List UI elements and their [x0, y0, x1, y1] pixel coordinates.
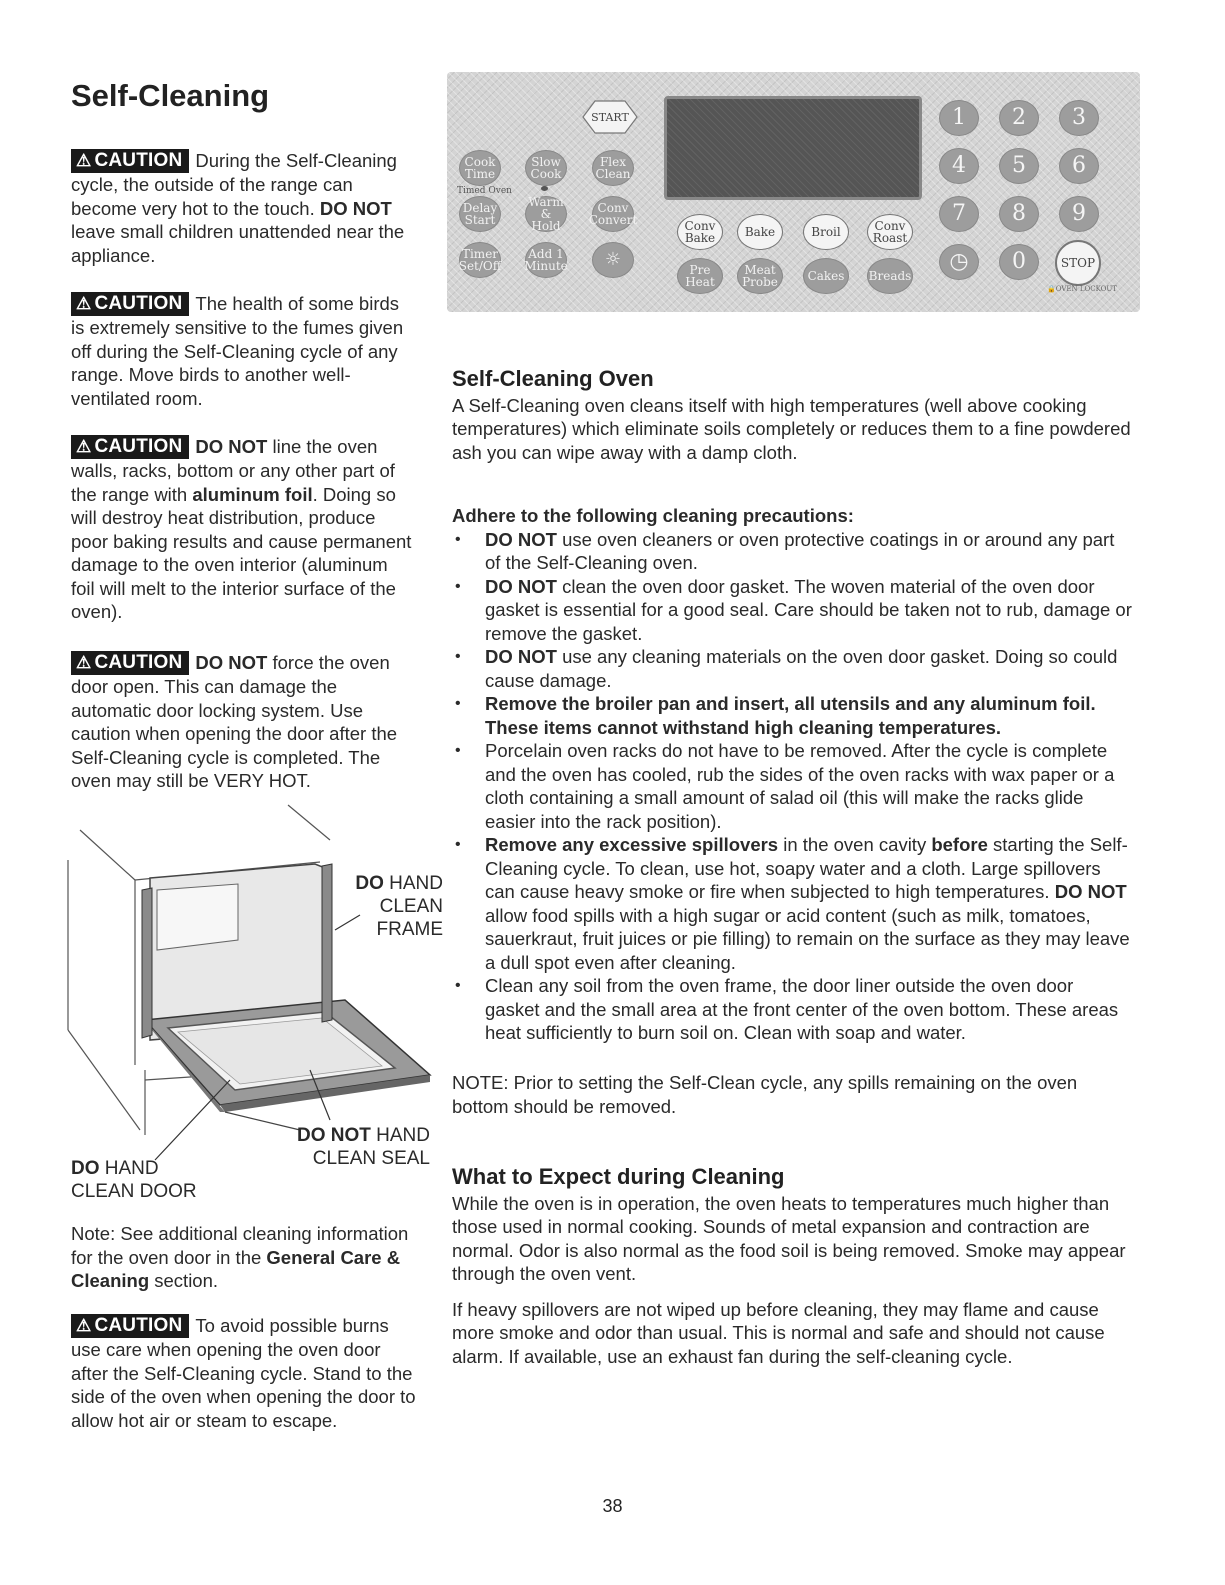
light-button — [592, 242, 634, 278]
stop-button: STOP — [1055, 240, 1101, 286]
broil-button: Broil — [803, 214, 849, 250]
caution-burns: ⚠ CAUTION To avoid possible burns use care when opening the oven door after the Self-Cleaning cycle. Stand to the side of the oven when opening the door to allow hot air or steam to escape. — [71, 1315, 416, 1431]
breads-button: Breads — [867, 258, 913, 294]
section-body: While the oven is in operation, the oven heats to temperatures much higher than those used in normal cooking. Sounds of metal expansion and contraction are normal. Odor is also normal as the food soil is being removed. Smoke may appear through the oven vent. — [452, 1192, 1126, 1284]
numpad-4: 4 — [939, 148, 979, 184]
add-minute-button: Add 1 Minute — [525, 242, 567, 278]
caution-badge: ⚠ CAUTION — [71, 292, 189, 316]
caution-badge: ⚠ CAUTION — [71, 1314, 189, 1338]
delay-start-button: Delay Start — [459, 196, 501, 232]
oven-door-diagram — [60, 800, 440, 1170]
numpad-0: 0 — [999, 244, 1039, 280]
cakes-button: Cakes — [803, 258, 849, 294]
caution-door: ⚠ CAUTION DO NOT force the oven door open. This can damage the automatic door locking system. Use caution when opening the door after the Self-Cleaning cycle is completed. The oven may still be VERY HOT. — [71, 652, 398, 791]
numpad-2: 2 — [999, 100, 1039, 136]
numpad-6: 6 — [1059, 148, 1099, 184]
label-door: DO HAND CLEAN DOOR — [71, 1158, 197, 1202]
warning-icon: ⚠ — [76, 1316, 92, 1335]
timer-button: Timer Set/Off — [459, 242, 501, 278]
numpad-5: 5 — [999, 148, 1039, 184]
section-self-cleaning-oven — [452, 367, 1132, 464]
list-item: • Remove the broiler pan and insert, all utensils and any aluminum foil. These items cannot withstand high cleaning temperatures. — [452, 692, 1132, 739]
lock-icon: 🔒 — [1047, 285, 1056, 293]
preheat-button: Pre Heat — [677, 258, 723, 294]
note-spills: NOTE: Prior to setting the Self-Clean cycle, any spills remaining on the oven bottom should be removed. — [452, 1072, 1078, 1117]
numpad-7: 7 — [939, 196, 979, 232]
warning-icon: ⚠ — [76, 653, 92, 672]
cook-time-button: Cook Time — [459, 150, 501, 186]
caution-badge: ⚠ CAUTION — [71, 435, 189, 459]
conv-bake-button: Conv Bake — [677, 214, 723, 250]
caution-badge: ⚠ CAUTION — [71, 149, 189, 173]
label-frame: DO HAND CLEAN FRAME — [355, 873, 443, 940]
control-panel-illustration — [447, 72, 1140, 312]
precautions-heading: Adhere to the following cleaning precautions: — [452, 505, 854, 526]
warning-icon: ⚠ — [76, 294, 92, 313]
list-item: • Clean any soil from the oven frame, the door liner outside the oven door gasket and the small area at the front center of the oven bottom. These areas heat sufficiently to burn soil on. Clean with soap and water. — [452, 974, 1132, 1045]
flex-clean-button: Flex Clean — [592, 150, 634, 186]
light-bulb-icon: ☼ — [604, 249, 622, 270]
warning-icon: ⚠ — [76, 437, 92, 456]
page-number: 38 — [602, 1496, 623, 1516]
clock-icon: ◷ — [949, 249, 969, 274]
warm-hold-button: Warm & Hold — [525, 196, 567, 232]
numpad-3: 3 — [1059, 100, 1099, 136]
bake-button: Bake — [737, 214, 783, 250]
list-item: • Porcelain oven racks do not have to be removed. After the cycle is complete and the oven has cooled, rub the sides of the oven racks with wax paper or a cloth containing a small amount of salad oil (this will make the racks glide easier into the rack position). — [452, 739, 1132, 833]
list-item: • DO NOT clean the oven door gasket. The woven material of the oven door gasket is essential for a good seal. Care should be taken not to rub, damage or remove the gasket. — [452, 575, 1132, 646]
indicator-dot — [541, 186, 548, 191]
caution-badge: ⚠ CAUTION — [71, 651, 189, 675]
caution-foil: ⚠ CAUTION DO NOT line the oven walls, racks, bottom or any other part of the range with aluminum foil. Doing so will destroy heat distribution, produce poor baking results and cause permanent damage to the oven interior (aluminum foil will melt to the interior surface of the oven). — [71, 436, 412, 622]
conv-convert-button: Conv Convert — [592, 196, 634, 232]
section-title: What to Expect during Cleaning — [452, 1164, 785, 1189]
list-item: • Remove any excessive spillovers in the oven cavity before starting the Self-Cleaning cycle. To clean, use hot, soapy water and a cloth. Large spillovers can cause heavy smoke or fire when subjected to high temperatures. DO NOT allow food spills with a high sugar or acid content (such as milk, tomatoes, sauerkraut, fruit juices or pie filling) to remain on the surface as they may leave a dull spot even after cleaning. — [452, 833, 1132, 974]
svg-text:START: START — [591, 111, 629, 124]
oven-lockout-label: 🔒OVEN LOCKOUT — [1047, 285, 1117, 293]
section-body: A Self-Cleaning oven cleans itself with high temperatures (well above cooking temperatures) which eliminate soils completely or reduces them to a fine powdered ash you can wipe away with a damp cloth. — [452, 394, 1131, 463]
list-item: • DO NOT use any cleaning materials on the oven door gasket. Doing so could cause damage. — [452, 645, 1132, 692]
timed-oven-label: Timed Oven — [457, 186, 512, 196]
page-title: Self-Cleaning — [71, 78, 270, 113]
numpad-8: 8 — [999, 196, 1039, 232]
section-title: Self-Cleaning Oven — [452, 366, 654, 391]
section-what-to-expect — [452, 1165, 1132, 1368]
numpad-9: 9 — [1059, 196, 1099, 232]
clock-button — [939, 244, 979, 280]
panel-display — [664, 96, 922, 200]
start-button — [579, 97, 641, 137]
warning-icon: ⚠ — [76, 151, 92, 170]
list-item: • DO NOT use oven cleaners or oven protective coatings in or around any part of the Self-Cleaning oven. — [452, 528, 1132, 575]
label-seal: DO NOT HAND CLEAN SEAL — [296, 1125, 430, 1169]
conv-roast-button: Conv Roast — [867, 214, 913, 250]
note-door-cleaning: Note: See additional cleaning information for the oven door in the General Care & Cleaning section. — [71, 1223, 409, 1291]
slow-cook-button: Slow Cook — [525, 150, 567, 186]
caution-children: ⚠ CAUTION During the Self-Cleaning cycle, the outside of the range can become very hot to the touch. DO NOT leave small children unattended near the appliance. — [71, 150, 405, 266]
section-body: If heavy spillovers are not wiped up before cleaning, they may flame and cause more smoke and odor than usual. This is normal and safe and should not cause alarm. If available, use an exhaust fan during the self-cleaning cycle. — [452, 1298, 1105, 1367]
caution-birds: ⚠ CAUTION The health of some birds is extremely sensitive to the fumes given off during the Self-Cleaning cycle of any range. Move birds to another well-ventilated room. — [71, 293, 404, 409]
meat-probe-button: Meat Probe — [737, 258, 783, 294]
numpad-1: 1 — [939, 100, 979, 136]
precautions-list — [452, 504, 1132, 1045]
